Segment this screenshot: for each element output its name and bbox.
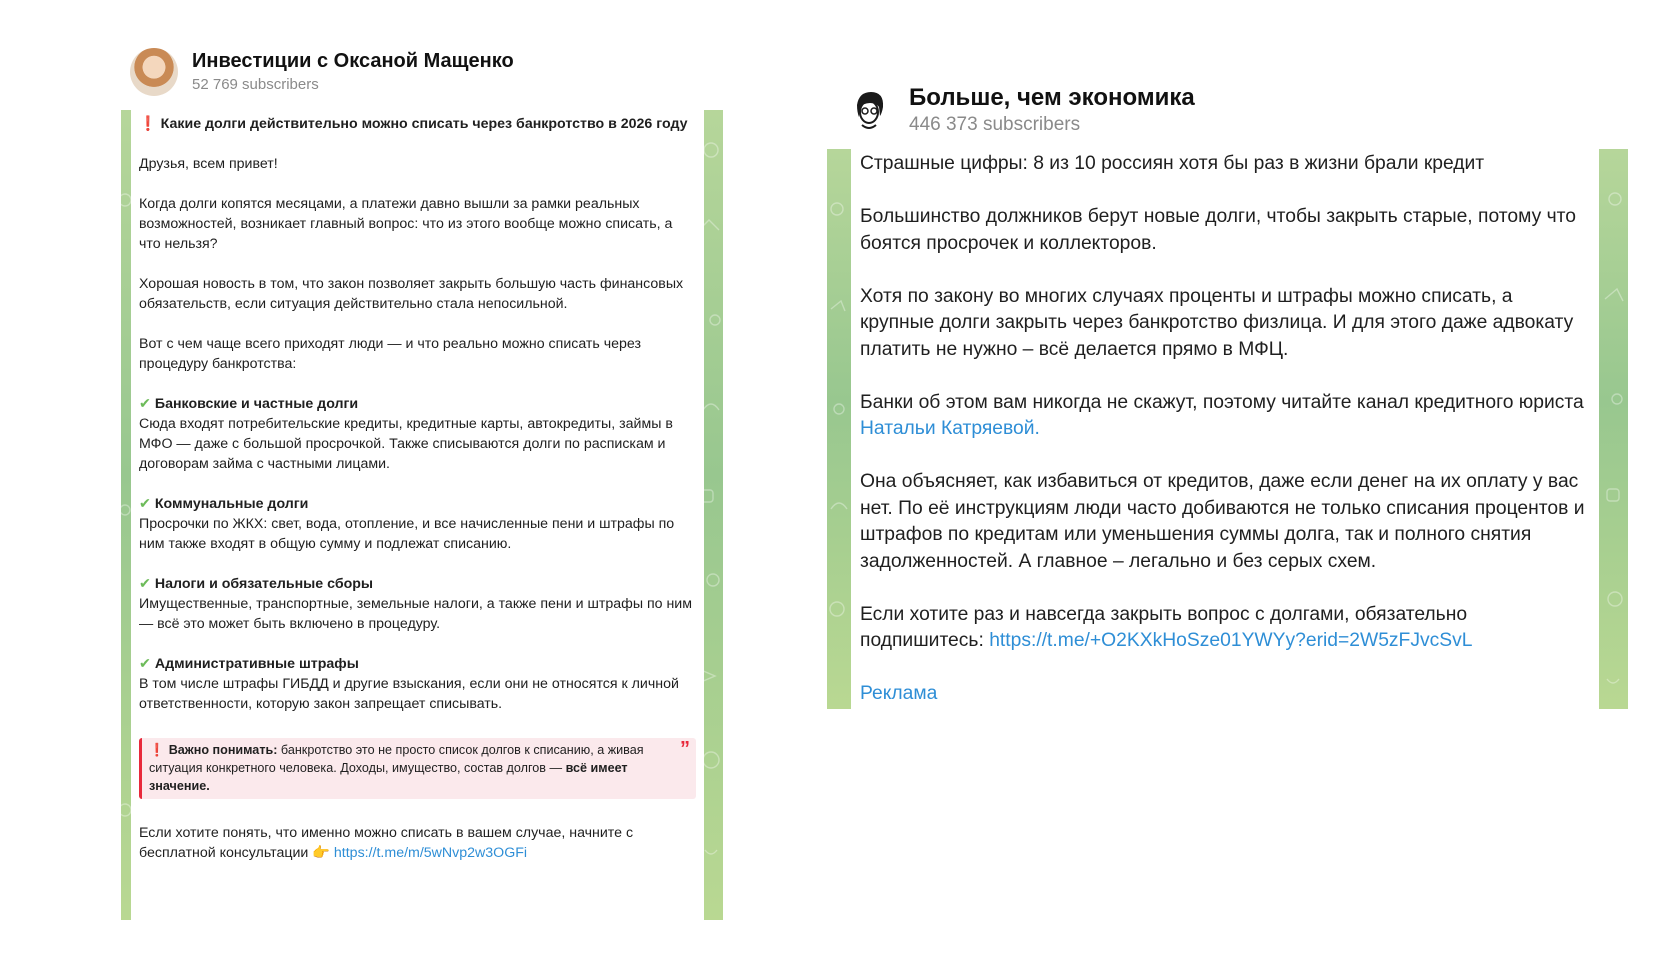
channel-info <box>192 49 514 95</box>
channel-name[interactable]: Больше, чем экономика <box>909 84 1195 111</box>
section-heading-text: Налоги и обязательные сборы <box>154 576 374 592</box>
section-heading-text: Административные штрафы <box>154 656 359 672</box>
paragraph-4 <box>860 390 1589 443</box>
check-icon: ✔ <box>139 576 151 592</box>
cta-text: Если хотите понять, что именно можно списать в вашем случае, начните с бесплатной консультации <box>139 825 634 861</box>
section-heading <box>139 574 696 594</box>
paragraph-4-text: Банки об этом вам никогда не скажут, поэтому читайте канал кредитного юриста <box>860 391 1584 413</box>
channel-info <box>909 84 1195 137</box>
paragraph-2: Хорошая новость в том, что закон позволяет закрыть большую часть финансовых обязательств, если ситуация действительно стала непосильной. <box>139 276 684 312</box>
ad-label[interactable]: Реклама <box>860 683 938 704</box>
channel-avatar[interactable] <box>130 48 178 96</box>
check-icon: ✔ <box>139 656 151 672</box>
greeting-text: Друзья, всем привет! <box>139 156 278 172</box>
section-admin-fines <box>139 654 696 714</box>
quote-text: банкротство это не просто список долгов к списанию, а живая ситуация конкретного человека. Доходы, имущество, состав долгов — <box>149 743 644 775</box>
cta-paragraph <box>139 823 696 863</box>
check-icon: ✔ <box>139 396 151 412</box>
message-bubble <box>851 149 1599 709</box>
exclamation-icon: ❗ <box>149 743 165 757</box>
section-text: Просрочки по ЖКХ: свет, вода, отопление, и все начисленные пени и штрафы по ним также входят в общую сумму и подлежат списанию. <box>139 516 675 552</box>
section-heading-text: Банковские и частные долги <box>154 396 359 412</box>
subscriber-count: 52 769 subscribers <box>192 76 319 93</box>
section-heading-text: Коммунальные долги <box>154 496 309 512</box>
quote-mark-icon: ” <box>680 738 690 760</box>
section-text: Имущественные, транспортные, земельные налоги, а также пени и штрафы по ним — всё это может быть включено в процедуру. <box>139 596 692 632</box>
channel-name[interactable]: Инвестиции с Оксаной Мащенко <box>192 50 514 72</box>
blockquote <box>139 738 696 799</box>
quote-bold-start: Важно понимать: <box>168 743 278 757</box>
section-bank-debts <box>139 394 696 474</box>
post-title-text: Какие долги действительно можно списать через банкротство в 2026 году <box>160 116 688 132</box>
paragraph-1: Страшные цифры: 8 из 10 россиян хотя бы раз в жизни брали кредит <box>860 153 1485 174</box>
quote-bold-end: всё имеет значение. <box>149 761 628 793</box>
section-taxes <box>139 574 696 634</box>
section-text: В том числе штрафы ГИБДД и другие взыскания, если они не относятся к личной ответственности, которую закон запрещает списывать. <box>139 676 679 712</box>
right-channel-header[interactable] <box>845 84 1195 137</box>
section-text: Сюда входят потребительские кредиты, кредитные карты, автокредиты, займы в МФО — даже с большой просрочкой. Также списываются долги по распискам и договорам займа с частными лицами. <box>139 416 673 472</box>
subscriber-count: 446 373 subscribers <box>909 114 1081 135</box>
post-title <box>139 114 696 134</box>
channel-avatar[interactable] <box>845 87 893 135</box>
paragraph-6-text: Если хотите раз и навсегда закрыть вопрос с долгами, обязательно подпишитесь: <box>860 603 1468 651</box>
paragraph-2: Большинство должников берут новые долги, чтобы закрыть старые, потому что боятся просрочек и коллекторов. <box>860 206 1576 254</box>
left-channel-header[interactable] <box>130 48 514 96</box>
lawyer-channel-link[interactable]: Натальи Катряевой. <box>860 418 1040 439</box>
section-heading <box>139 654 696 674</box>
section-heading <box>139 494 696 514</box>
pointing-hand-icon: 👉 <box>312 845 330 861</box>
exclamation-icon: ❗ <box>139 116 157 132</box>
paragraph-3: Хотя по закону во многих случаях проценты и штрафы можно списать, а крупные долги закрыть через банкротство физлица. И для этого даже адвокату платить не нужно – всё делается прямо в МФЦ. <box>860 285 1574 360</box>
portrait-icon <box>849 89 889 133</box>
paragraph-5: Она объясняет, как избавиться от кредитов, даже если денег на их оплату у вас нет. По её инструкциям люди часто добиваются не только списания процентов и штрафов по кредитам или уменьшения суммы долга, так и полного снятия задолженностей. А главное – легально и без серых схем. <box>860 471 1585 572</box>
paragraph-1: Когда долги копятся месяцами, а платежи давно вышли за рамки реальных возможностей, возникает главный вопрос: что из этого вообще можно списать, а что нельзя? <box>139 196 673 252</box>
paragraph-3: Вот с чем чаще всего приходят люди — и что реально можно списать через процедуру банкротства: <box>139 336 642 372</box>
paragraph-6 <box>860 602 1589 655</box>
section-utility-debts <box>139 494 696 554</box>
consultation-link[interactable]: https://t.me/m/5wNvp2w3OGFi <box>333 845 528 861</box>
message-bubble <box>131 110 704 920</box>
check-icon: ✔ <box>139 496 151 512</box>
section-heading <box>139 394 696 414</box>
subscribe-link[interactable]: https://t.me/+O2KXkHoSze01YWYy?erid=2W5zFJvcSvL <box>989 630 1473 651</box>
